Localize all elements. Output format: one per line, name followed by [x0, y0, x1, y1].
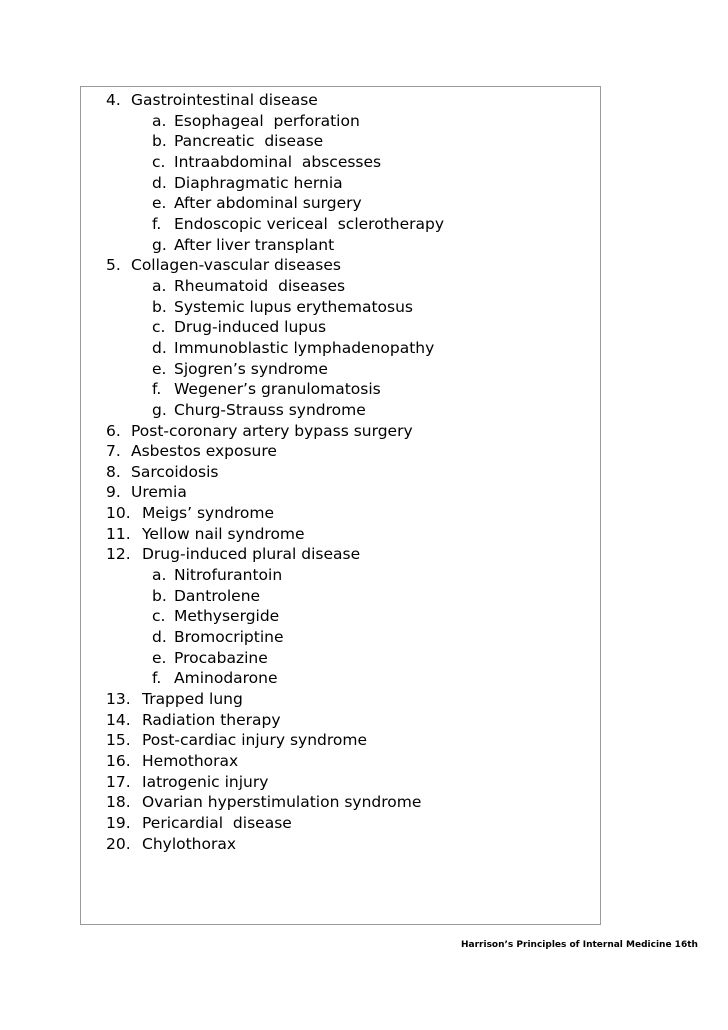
- item-text: Endoscopic vericeal sclerotherapy: [174, 214, 444, 233]
- list-subitem: [106, 668, 444, 689]
- list-subitem: [106, 400, 444, 421]
- item-number: b.: [152, 132, 167, 151]
- item-number: d.: [152, 628, 167, 647]
- item-number: a.: [152, 276, 167, 295]
- item-number: 18.: [106, 793, 131, 812]
- item-number: a.: [152, 566, 167, 585]
- item-number: 14.: [106, 710, 131, 729]
- item-text: Trapped lung: [142, 690, 243, 709]
- causes-list: [106, 90, 444, 854]
- item-text: Radiation therapy: [142, 710, 281, 729]
- item-number: 4.: [106, 91, 121, 109]
- item-number: 11.: [106, 524, 131, 543]
- item-text: Post-cardiac injury syndrome: [142, 731, 368, 750]
- list-item: [106, 689, 444, 710]
- list-item: [106, 255, 444, 276]
- list-item: [106, 751, 444, 772]
- item-number: 7.: [106, 442, 121, 461]
- list-subitem: [106, 297, 444, 318]
- item-number: f.: [152, 214, 162, 233]
- item-text: Post-coronary artery bypass surgery: [131, 421, 413, 440]
- item-text: Uremia: [131, 483, 187, 502]
- item-text: Chylothorax: [142, 834, 237, 853]
- item-number: g.: [152, 235, 167, 254]
- item-number: f.: [152, 669, 162, 688]
- list-subitem: [106, 606, 444, 627]
- list-subitem: [106, 193, 444, 214]
- list-item: [106, 441, 444, 462]
- item-number: 15.: [106, 731, 131, 750]
- list-subitem: [106, 379, 444, 400]
- item-text: After liver transplant: [174, 235, 335, 254]
- list-item: [106, 834, 444, 855]
- item-number: 6.: [106, 421, 121, 440]
- item-text: Gastrointestinal disease: [131, 91, 318, 109]
- item-number: 10.: [106, 504, 131, 523]
- list-item: [106, 90, 444, 111]
- list-subitem: [106, 359, 444, 380]
- item-number: e.: [152, 359, 167, 378]
- item-text: Iatrogenic injury: [142, 772, 269, 791]
- item-text: Sarcoidosis: [131, 462, 219, 481]
- list-subitem: [106, 586, 444, 607]
- item-number: c.: [152, 318, 166, 337]
- item-number: 12.: [106, 545, 131, 564]
- item-number: c.: [152, 152, 166, 171]
- list-subitem: [106, 317, 444, 338]
- item-number: 16.: [106, 752, 131, 770]
- item-text: Pancreatic disease: [174, 132, 324, 151]
- list-subitem: [106, 131, 444, 152]
- list-item: [106, 544, 444, 565]
- item-number: f.: [152, 380, 162, 399]
- list-item: [106, 482, 444, 503]
- list-subitem: [106, 152, 444, 173]
- list-item: [106, 462, 444, 483]
- item-number: 19.: [106, 813, 131, 832]
- item-number: 5.: [106, 256, 121, 275]
- item-number: 20.: [106, 834, 131, 853]
- item-number: d.: [152, 338, 167, 357]
- item-number: d.: [152, 173, 167, 192]
- item-text: Drug-induced plural disease: [142, 545, 361, 564]
- list-subitem: [106, 111, 444, 132]
- item-text: Intraabdominal abscesses: [174, 152, 382, 171]
- list-item: [106, 710, 444, 731]
- item-text: Churg-Strauss syndrome: [174, 400, 366, 419]
- list-item: [106, 730, 444, 751]
- list-item: [106, 813, 444, 834]
- item-text: Immunoblastic lymphadenopathy: [174, 338, 435, 357]
- item-text: After abdominal surgery: [174, 194, 362, 213]
- list-subitem: [106, 214, 444, 235]
- item-number: 13.: [106, 690, 131, 709]
- list-subitem: [106, 627, 444, 648]
- list-subitem: [106, 565, 444, 586]
- item-text: Hemothorax: [142, 752, 239, 770]
- item-text: Aminodarone: [174, 669, 278, 688]
- item-text: Asbestos exposure: [131, 442, 277, 461]
- list-item: [106, 792, 444, 813]
- item-number: 8.: [106, 462, 121, 481]
- list-item: [106, 524, 444, 545]
- item-number: g.: [152, 400, 167, 419]
- item-text: Ovarian hyperstimulation syndrome: [142, 793, 422, 812]
- item-text: Systemic lupus erythematosus: [174, 297, 414, 316]
- item-text: Dantrolene: [174, 586, 261, 605]
- item-number: b.: [152, 297, 167, 316]
- item-number: e.: [152, 194, 167, 213]
- item-text: Sjogren’s syndrome: [174, 359, 328, 378]
- list-subitem: [106, 338, 444, 359]
- item-text: Diaphragmatic hernia: [174, 173, 343, 192]
- item-number: c.: [152, 607, 166, 626]
- list-item: [106, 772, 444, 793]
- list-subitem: [106, 173, 444, 194]
- list-subitem: [106, 648, 444, 669]
- item-text: Wegener’s granulomatosis: [174, 380, 381, 399]
- item-text: Methysergide: [174, 607, 280, 626]
- item-number: b.: [152, 586, 167, 605]
- item-text: Esophageal perforation: [174, 111, 360, 130]
- item-text: Nitrofurantoin: [174, 566, 283, 585]
- list-subitem: [106, 235, 444, 256]
- item-text: Pericardial disease: [142, 813, 292, 832]
- item-text: Procabazine: [174, 648, 268, 667]
- item-number: 17.: [106, 772, 131, 791]
- item-text: Bromocriptine: [174, 628, 284, 647]
- list-item: [106, 503, 444, 524]
- item-text: Yellow nail syndrome: [142, 524, 305, 543]
- item-text: Rheumatoid diseases: [174, 276, 346, 295]
- item-text: Collagen-vascular diseases: [131, 256, 341, 275]
- list-subitem: [106, 276, 444, 297]
- list-item: [106, 421, 444, 442]
- item-number: 9.: [106, 483, 121, 502]
- item-text: Drug-induced lupus: [174, 318, 327, 337]
- page-footer: Harrison’s Principles of Internal Medicine 16th: [461, 940, 698, 950]
- item-text: Meigs’ syndrome: [142, 504, 275, 523]
- item-number: e.: [152, 648, 167, 667]
- item-number: a.: [152, 111, 167, 130]
